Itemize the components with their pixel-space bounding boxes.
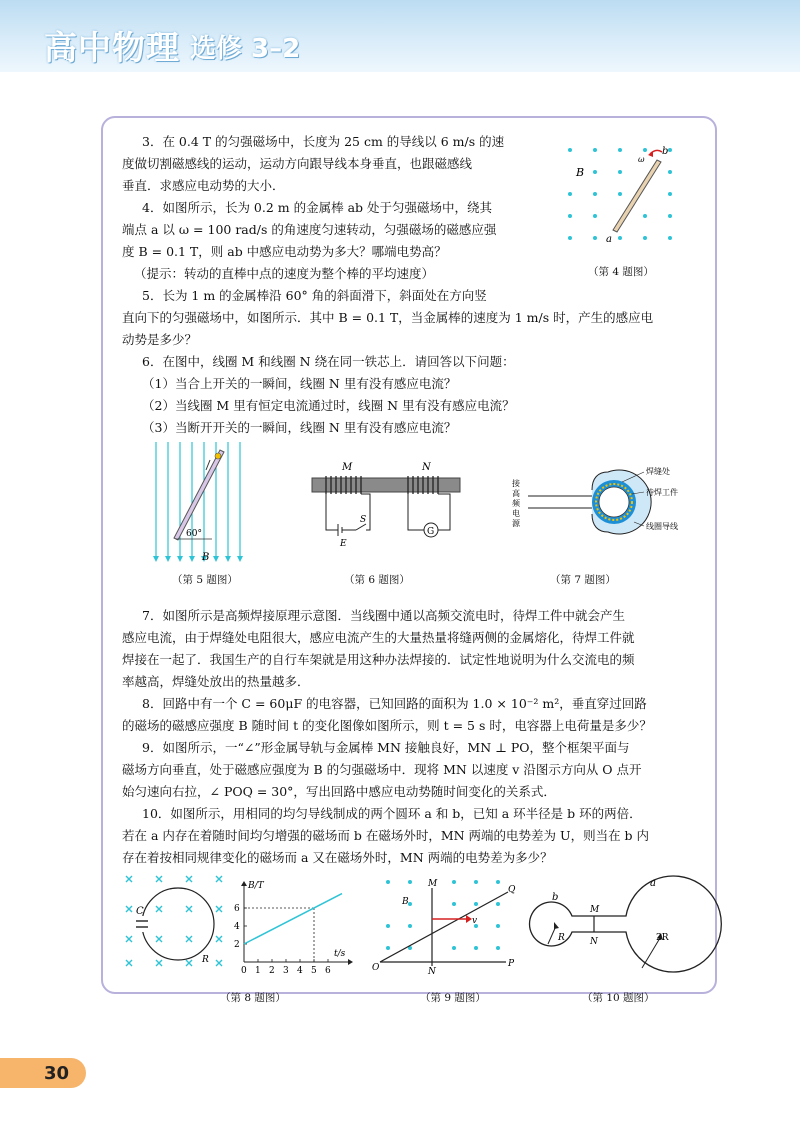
label-R: R <box>202 955 209 965</box>
x-tick-label: 2 <box>269 966 275 976</box>
problem-5-line-1: 5．长为 1 m 的金属棒沿 60° 角的斜面滑下，斜面处在方向竖 <box>142 288 487 303</box>
y-tick-label: 4 <box>234 922 240 932</box>
label-M: M <box>342 462 353 473</box>
x-tick-label: 1 <box>255 966 261 976</box>
label-E: E <box>340 539 347 549</box>
problem-8-line-1: 8．回路中有一个 C = 60μF 的电容器，已知回路的面积为 1.0 × 10⁻² m²，垂直穿过回路 <box>142 696 647 711</box>
problem-6-q2: （2）当线圈 M 里有恒定电流通过时，线圈 N 里有没有感应电流？ <box>142 398 515 413</box>
label-R: R <box>558 933 565 943</box>
figure-7 <box>508 458 688 548</box>
caption-figure-6: （第 6 题图） <box>344 574 410 586</box>
source-char-5: 源 <box>512 519 520 528</box>
label-O: O <box>372 963 380 973</box>
series-line <box>244 894 342 944</box>
page-number-tab <box>0 1058 86 1088</box>
label-N: N <box>590 937 598 947</box>
label-M: M <box>428 879 438 889</box>
problem-10-line-2: 若在 a 内存在着随时间均匀增强的磁场而 b 在磁场外时，MN 两端的电势差为 U，则当在 b 内 <box>122 828 650 843</box>
figure-8-chart <box>232 870 372 982</box>
caption-figure-9: （第 9 题图） <box>420 992 486 1004</box>
problem-7-line-2: 感应电流，由于焊缝处电阻很大，感应电流产生的大量热量将缝两侧的金属熔化，待焊工件就 <box>122 630 635 645</box>
x-tick-label: 0 <box>241 966 247 976</box>
label-a: a <box>606 234 612 245</box>
caption-figure-7: （第 7 题图） <box>550 574 616 586</box>
y-axis-arrow <box>241 881 247 886</box>
label-B: B <box>576 166 585 179</box>
source-char-2: 高 <box>512 489 520 498</box>
label-N: N <box>422 462 431 473</box>
label-a: a <box>650 878 656 889</box>
label-coil: 线圈导线 <box>646 522 678 531</box>
figure-8-circuit <box>122 876 226 972</box>
x-axis-label: t/s <box>334 949 346 959</box>
label-S: S <box>360 515 367 525</box>
label-weld: 焊缝处 <box>646 467 670 476</box>
y-tick-label: 2 <box>234 940 240 950</box>
problem-7-line-4: 率越高，焊缝处放出的热量越多． <box>122 674 310 689</box>
problem-4-line-2: 端点 a 以 ω = 100 rad/s 的角速度匀速转动，匀强磁场的磁感应强 <box>122 222 497 237</box>
caption-figure-5: （第 5 题图） <box>172 574 238 586</box>
problem-9-line-3: 始匀速向右拉，∠ POQ = 30°，写出回路中感应电动势随时间变化的关系式． <box>122 784 556 799</box>
label-B: B <box>202 552 210 563</box>
source-char-1: 接 <box>512 479 520 488</box>
label-angle: 60° <box>186 529 202 539</box>
problem-3-line-2: 度做切割磁感线的运动，运动方向跟导线本身垂直，也跟磁感线 <box>122 156 473 171</box>
label-M: M <box>590 905 600 915</box>
problem-4-line-3: 度 B = 0.1 T，则 ab 中感应电动势为多大？哪端电势高？ <box>122 244 447 259</box>
label-Q: Q <box>508 885 516 895</box>
problem-3-line-1: 3．在 0.4 T 的匀强磁场中，长度为 25 cm 的导线以 6 m/s 的速 <box>142 134 505 149</box>
y-tick-label: 6 <box>234 904 240 914</box>
figure-5 <box>152 440 252 570</box>
problem-8-line-2: 的磁场的磁感应强度 B 随时间 t 的变化图像如图所示，则 t = 5 s 时，电容器上电荷量是多少？ <box>122 718 652 733</box>
label-b: b <box>662 146 669 157</box>
label-omega: ω <box>638 155 645 164</box>
book-title: 高中物理 <box>44 28 180 67</box>
y-axis-label: B/T <box>248 881 264 891</box>
problem-4-line-1: 4．如图所示，长为 0.2 m 的金属棒 ab 处于匀强磁场中，绕其 <box>142 200 493 215</box>
book-volume: 选修 3–2 <box>190 34 301 64</box>
problem-7-line-1: 7．如图所示是高频焊接原理示意图．当线圈中通以高频交流电时，待焊工件中就会产生 <box>142 608 625 623</box>
label-B: B <box>402 897 409 907</box>
x-tick-label: 4 <box>297 966 303 976</box>
caption-figure-10: （第 10 题图） <box>582 992 655 1004</box>
figure-6 <box>310 458 470 548</box>
label-P: P <box>508 959 515 969</box>
problem-5-line-2: 直向下的匀强磁场中，如图所示．其中 B = 0.1 T，当金属棒的速度为 1 m/s 时，产生的感应电 <box>122 310 654 325</box>
label-2R: 2R <box>656 933 669 943</box>
problem-5-line-3: 动势是多少？ <box>122 332 198 347</box>
problem-9-line-1: 9．如图所示，一“∠”形金属导轨与金属棒 MN 接触良好，MN ⊥ PO，整个框架平面与 <box>142 740 630 755</box>
figure-9 <box>372 876 522 976</box>
source-char-3: 频 <box>512 499 520 508</box>
problem-10-line-1: 10．如图所示，用相同的均匀导线制成的两个圆环 a 和 b，已知 a 环半径是 b 环的两倍． <box>142 806 642 821</box>
x-tick-label: 3 <box>283 966 289 976</box>
label-workpiece: 待焊工件 <box>646 488 678 497</box>
label-N: N <box>428 967 436 977</box>
problem-7-line-3: 焊接在一起了．我国生产的自行车架就是用这种办法焊接的．试定性地说明为什么交流电的频 <box>122 652 635 667</box>
x-tick-label: 5 <box>311 966 317 976</box>
page-header <box>0 0 800 72</box>
problem-9-line-2: 磁场方向垂直，处于磁感应强度为 B 的匀强磁场中．现将 MN 以速度 v 沿图示方向从 O 点开 <box>122 762 642 777</box>
source-char-4: 电 <box>512 509 520 518</box>
caption-figure-4: （第 4 题图） <box>588 266 654 278</box>
problem-6-line-1: 6．在图中，线圈 M 和线圈 N 绕在同一铁芯上．请回答以下问题： <box>142 354 515 369</box>
problem-6-q1: （1）当合上开关的一瞬间，线圈 N 里有没有感应电流？ <box>142 376 457 391</box>
figure-4 <box>560 138 680 258</box>
page-number: 30 <box>44 1063 70 1084</box>
label-v: v <box>472 916 478 926</box>
problem-6-q3: （3）当断开开关的一瞬间，线圈 N 里有没有感应电流？ <box>142 420 457 435</box>
caption-figure-8: （第 8 题图） <box>220 992 286 1004</box>
label-C: C <box>136 906 144 917</box>
problem-10-line-3: 存在着按相同规律变化的磁场而 a 又在磁场外时，MN 两端的电势差为多少？ <box>122 850 553 865</box>
problem-3-line-3: 垂直．求感应电动势的大小． <box>122 178 285 193</box>
x-tick-label: 6 <box>325 966 331 976</box>
figure-10 <box>532 876 692 976</box>
problem-4-hint: （提示：转动的直棒中点的速度为整个棒的平均速度） <box>134 266 435 281</box>
label-b: b <box>552 892 559 903</box>
x-axis-arrow <box>348 959 353 965</box>
label-G: G <box>427 527 435 537</box>
